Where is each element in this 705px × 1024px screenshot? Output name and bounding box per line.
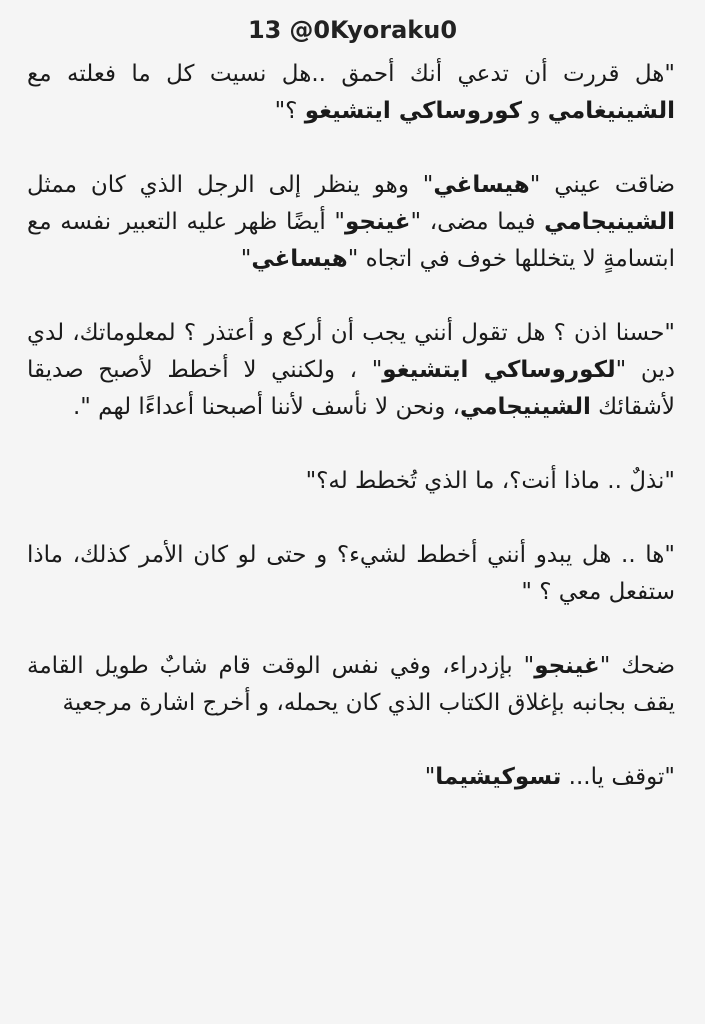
text-segment: و xyxy=(522,98,548,124)
paragraph xyxy=(27,648,675,722)
name-highlight: غينجو xyxy=(534,653,600,679)
text-segment: ضحك " xyxy=(599,653,675,679)
paragraph xyxy=(27,463,675,500)
text-segment: ، ونحن لا نأسف لأننا أصبحنا أعداءًا لهم ". xyxy=(72,394,461,420)
name-highlight: غينجو xyxy=(344,209,411,235)
story-text xyxy=(27,56,675,796)
text-segment: " xyxy=(424,764,436,790)
text-segment: "حسنا اذن ؟ هل تقول أنني يجب أن أركع و أعتذر ؟ لمعلوماتك، لدي دين " xyxy=(27,320,675,383)
text-segment: "ها .. هل يبدو أنني أخطط لشيء؟ و حتى لو كان الأمر كذلك، ماذا ستفعل معي ؟ " xyxy=(27,542,675,605)
paragraph xyxy=(27,167,675,278)
text-segment: " xyxy=(240,246,252,272)
text-segment: " أيضًا ظهر عليه التعبير نفسه مع ابتسامةٍ لا يتخللها خوف في اتجاه " xyxy=(27,209,675,272)
name-highlight: الشينيجامي xyxy=(460,394,591,420)
text-segment: " وهو ينظر إلى الرجل الذي كان ممثل xyxy=(27,172,434,198)
text-segment: "توقف يا... xyxy=(561,764,675,790)
name-highlight: الشينيغامي xyxy=(547,98,675,124)
text-segment: ضاقت عيني " xyxy=(529,172,675,198)
name-highlight: الشينيجامي xyxy=(544,209,675,235)
text-segment: ؟" xyxy=(274,98,305,124)
name-highlight: تسوكيشيما xyxy=(435,764,562,790)
text-segment: "هل قررت أن تدعي أنك أحمق ..هل نسيت كل ما فعلته مع xyxy=(27,61,675,87)
name-highlight: هيساغي xyxy=(251,246,348,272)
text-segment: فيما مضى، " xyxy=(410,209,545,235)
page-header xyxy=(0,16,705,44)
text-segment: " بإزدراء، وفي نفس الوقت قام شابٌ طويل القامة يقف بجانبه بإغلاق الكتاب الذي كان يحمله، و أخرج اشارة مرجعية xyxy=(27,653,675,716)
name-highlight: كوروساكي ايتشيغو xyxy=(304,98,523,124)
name-highlight: هيساغي xyxy=(433,172,530,198)
author-handle: @0Kyoraku0 xyxy=(289,16,458,44)
page-number: 13 xyxy=(247,16,282,44)
paragraph xyxy=(27,537,675,611)
paragraph xyxy=(27,315,675,426)
text-segment: "نذلٌ .. ماذا أنت؟، ما الذي تُخطط له؟" xyxy=(305,468,675,494)
paragraph xyxy=(27,759,675,796)
paragraph xyxy=(27,56,675,130)
name-highlight: لكوروساكي ايتشيغو xyxy=(382,357,616,383)
text-segment: " ، ولكنني لا أخطط لأصبح صديقا لأشقائك xyxy=(27,357,675,420)
